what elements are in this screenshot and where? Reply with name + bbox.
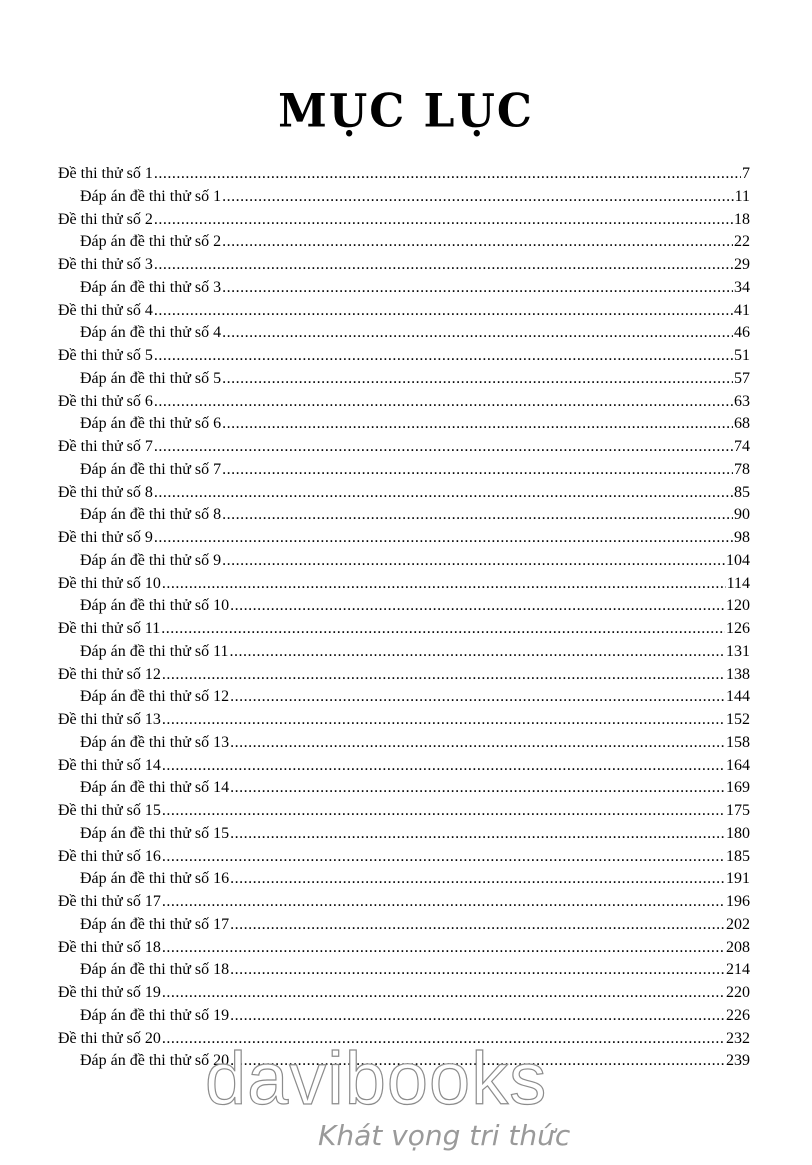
- toc-entry-exam[interactable]: [58, 802, 750, 825]
- toc-entry-label: Đề thi thử số 8: [58, 483, 153, 501]
- dot-leader: [154, 302, 733, 320]
- toc-entry-page-number: 74: [734, 438, 750, 455]
- toc-entry-label: Đáp án đề thi thử số 12: [80, 688, 230, 706]
- dot-leader: [162, 575, 726, 593]
- dot-leader: [230, 961, 725, 979]
- toc-entry-exam[interactable]: [58, 165, 750, 188]
- toc-entry-page-number: 191: [726, 870, 750, 888]
- toc-entry-answer[interactable]: [58, 643, 750, 666]
- dot-leader: [230, 825, 725, 843]
- toc-entry-page-number: 232: [726, 1029, 750, 1047]
- dot-leader: [162, 757, 725, 775]
- dot-leader: [222, 506, 733, 524]
- toc-entry-label: Đề thi thử số 14: [58, 756, 161, 774]
- toc-entry-page-number: 158: [726, 733, 750, 751]
- dot-leader: [162, 666, 725, 684]
- toc-entry-page-number: 41: [734, 301, 750, 319]
- toc-entry-page-number: 78: [734, 460, 750, 478]
- toc-entry-exam[interactable]: [58, 347, 750, 370]
- dot-leader: [154, 256, 733, 274]
- toc-entry-exam[interactable]: [58, 620, 750, 643]
- toc-entry-answer[interactable]: [58, 779, 750, 802]
- toc-entry-exam[interactable]: [58, 757, 750, 780]
- toc-entry-label: Đáp án đề thi thử số 2: [80, 233, 222, 251]
- dot-leader: [230, 597, 725, 615]
- toc-entry-page-number: 175: [726, 802, 750, 819]
- toc-entry-page-number: 46: [734, 324, 750, 342]
- toc-entry-answer[interactable]: [58, 370, 750, 393]
- toc-entry-page-number: 220: [726, 984, 750, 1001]
- toc-entry-label: Đáp án đề thi thử số 9: [80, 551, 222, 569]
- toc-entry-page-number: 239: [726, 1052, 750, 1070]
- toc-entry-exam[interactable]: [58, 438, 750, 461]
- toc-entry-label: Đáp án đề thi thử số 15: [80, 824, 230, 842]
- toc-entry-label: Đề thi thử số 15: [58, 802, 161, 819]
- toc-entry-page-number: 196: [726, 893, 750, 910]
- toc-entry-label: Đề thi thử số 10: [58, 574, 161, 592]
- toc-entry-page-number: 152: [726, 711, 750, 728]
- toc-entry-page-number: 51: [734, 347, 750, 364]
- dot-leader: [222, 370, 733, 388]
- dot-leader: [222, 552, 725, 570]
- toc-entry-page-number: 114: [726, 574, 750, 592]
- toc-entry-exam[interactable]: [58, 848, 750, 871]
- toc-entry-page-number: 57: [734, 369, 750, 387]
- dot-leader: [230, 734, 725, 752]
- toc-entry-exam[interactable]: [58, 211, 750, 234]
- dot-leader: [154, 484, 733, 502]
- toc-entry-label: Đáp án đề thi thử số 20: [80, 1052, 230, 1070]
- dot-leader: [230, 1007, 725, 1025]
- toc-entry-exam[interactable]: [58, 302, 750, 325]
- toc-entry-page-number: 180: [726, 824, 750, 842]
- toc-entry-page-number: 208: [726, 938, 750, 956]
- dot-leader: [222, 324, 733, 342]
- toc-entry-answer[interactable]: [58, 506, 750, 529]
- toc-entry-answer[interactable]: [58, 552, 750, 575]
- dot-leader: [162, 893, 725, 911]
- toc-entry-page-number: 164: [726, 756, 750, 774]
- dot-leader: [154, 438, 733, 456]
- toc-entry-label: Đáp án đề thi thử số 11: [80, 642, 229, 660]
- watermark-logo: davibooks: [205, 1037, 548, 1120]
- toc-entry-page-number: 185: [726, 847, 750, 865]
- toc-entry-answer[interactable]: [58, 688, 750, 711]
- dot-leader: [154, 347, 733, 365]
- toc-entry-answer[interactable]: [58, 916, 750, 939]
- toc-entry-exam[interactable]: [58, 893, 750, 916]
- toc-entry-page-number: 7: [742, 165, 750, 182]
- toc-entry-page-number: 11: [734, 187, 750, 205]
- toc-entry-page-number: 131: [726, 642, 750, 660]
- toc-entry-page-number: 144: [726, 688, 750, 706]
- toc-entry-page-number: 120: [726, 597, 750, 615]
- toc-entry-label: Đáp án đề thi thử số 13: [80, 733, 230, 751]
- dot-leader: [222, 461, 733, 479]
- toc-entry-exam[interactable]: [58, 529, 750, 552]
- toc-entry-page-number: 85: [734, 483, 750, 501]
- dot-leader: [222, 188, 734, 206]
- toc-entry-page-number: 18: [734, 210, 750, 228]
- toc-entry-answer[interactable]: [58, 324, 750, 347]
- toc-entry-page-number: 226: [726, 1006, 750, 1024]
- toc-entry-label: Đề thi thử số 3: [58, 256, 153, 273]
- toc-entry-exam[interactable]: [58, 666, 750, 689]
- toc-entry-label: Đáp án đề thi thử số 19: [80, 1006, 230, 1024]
- toc-entry-exam[interactable]: [58, 393, 750, 416]
- dot-leader: [222, 415, 733, 433]
- toc-entry-page-number: 202: [726, 915, 750, 933]
- toc-entry-label: Đề thi thử số 5: [58, 347, 153, 364]
- toc-entry-label: Đề thi thử số 18: [58, 938, 161, 956]
- toc-entry-label: Đáp án đề thi thử số 10: [80, 597, 230, 615]
- page-title: MỤC LỤC: [278, 84, 534, 139]
- dot-leader: [230, 870, 725, 888]
- dot-leader: [222, 279, 733, 297]
- toc-entry-label: Đáp án đề thi thử số 4: [80, 324, 222, 342]
- dot-leader: [162, 848, 725, 866]
- dot-leader: [154, 393, 733, 411]
- toc-entry-page-number: 126: [726, 620, 750, 637]
- toc-entry-label: Đề thi thử số 12: [58, 665, 161, 683]
- toc-entry-exam[interactable]: [58, 984, 750, 1007]
- toc-entry-answer[interactable]: [58, 461, 750, 484]
- dot-leader: [161, 620, 725, 638]
- toc-entry-page-number: 22: [734, 233, 750, 251]
- dot-leader: [154, 529, 733, 547]
- dot-leader: [230, 779, 725, 797]
- toc-entry-page-number: 138: [726, 665, 750, 683]
- toc-entry-label: Đáp án đề thi thử số 18: [80, 961, 230, 979]
- toc-entry-page-number: 98: [734, 529, 750, 546]
- toc-entry-label: Đáp án đề thi thử số 6: [80, 415, 222, 433]
- toc-entry-label: Đề thi thử số 7: [58, 438, 153, 455]
- dot-leader: [230, 916, 725, 934]
- toc-entry-label: Đề thi thử số 11: [58, 620, 161, 637]
- toc-entry-answer[interactable]: [58, 188, 750, 211]
- toc-entry-answer[interactable]: [58, 415, 750, 438]
- toc-entry-label: Đáp án đề thi thử số 17: [80, 915, 230, 933]
- toc-entry-page-number: 214: [726, 961, 750, 979]
- toc-entry-label: Đề thi thử số 13: [58, 711, 161, 728]
- dot-leader: [162, 802, 725, 820]
- toc-entry-answer[interactable]: [58, 233, 750, 256]
- toc-entry-page-number: 104: [726, 551, 750, 569]
- toc-entry-page-number: 90: [734, 506, 750, 524]
- toc-entry-label: Đề thi thử số 2: [58, 210, 153, 228]
- toc-entry-label: Đề thi thử số 17: [58, 893, 161, 910]
- toc-entry-label: Đáp án đề thi thử số 3: [80, 278, 222, 296]
- toc-entry-exam[interactable]: [58, 939, 750, 962]
- toc-entry-page-number: 34: [734, 278, 750, 296]
- toc-entry-label: Đáp án đề thi thử số 5: [80, 369, 222, 387]
- toc-entry-label: Đề thi thử số 19: [58, 984, 161, 1001]
- toc-entry-exam[interactable]: [58, 256, 750, 279]
- toc-entry-answer[interactable]: [58, 870, 750, 893]
- toc-entry-exam[interactable]: [58, 484, 750, 507]
- toc-entry-page-number: 68: [734, 415, 750, 433]
- dot-leader: [230, 688, 725, 706]
- toc-entry-exam[interactable]: [58, 575, 750, 598]
- toc-entry-answer[interactable]: [58, 961, 750, 984]
- toc-entry-label: Đáp án đề thi thử số 8: [80, 506, 222, 524]
- toc-entry-label: Đáp án đề thi thử số 16: [80, 870, 230, 888]
- toc-entry-label: Đề thi thử số 1: [58, 165, 153, 182]
- toc-entry-label: Đề thi thử số 9: [58, 529, 153, 546]
- dot-leader: [222, 233, 733, 251]
- toc-entry-answer[interactable]: [58, 597, 750, 620]
- toc-entry-label: Đáp án đề thi thử số 7: [80, 460, 222, 478]
- toc-entry-answer[interactable]: [58, 279, 750, 302]
- dot-leader: [230, 643, 726, 661]
- toc-entry-label: Đáp án đề thi thử số 1: [80, 187, 222, 205]
- toc-entry-answer[interactable]: [58, 1007, 750, 1030]
- dot-leader: [154, 211, 733, 229]
- toc-entry-page-number: 29: [734, 256, 750, 273]
- toc-entry-page-number: 63: [734, 392, 750, 410]
- toc-entry-label: Đáp án đề thi thử số 14: [80, 779, 230, 797]
- toc-entry-answer[interactable]: [58, 734, 750, 757]
- dot-leader: [154, 165, 741, 183]
- watermark-slogan: Khát vọng tri thức: [318, 1119, 571, 1152]
- dot-leader: [162, 984, 725, 1002]
- toc-entry-label: Đề thi thử số 20: [58, 1029, 161, 1047]
- dot-leader: [162, 939, 725, 957]
- toc-entry-exam[interactable]: [58, 711, 750, 734]
- toc-entry-page-number: 169: [726, 779, 750, 797]
- table-of-contents: [58, 165, 750, 1075]
- dot-leader: [162, 711, 725, 729]
- toc-entry-label: Đề thi thử số 16: [58, 847, 161, 865]
- toc-entry-answer[interactable]: [58, 825, 750, 848]
- toc-entry-label: Đề thi thử số 4: [58, 301, 153, 319]
- toc-entry-label: Đề thi thử số 6: [58, 392, 153, 410]
